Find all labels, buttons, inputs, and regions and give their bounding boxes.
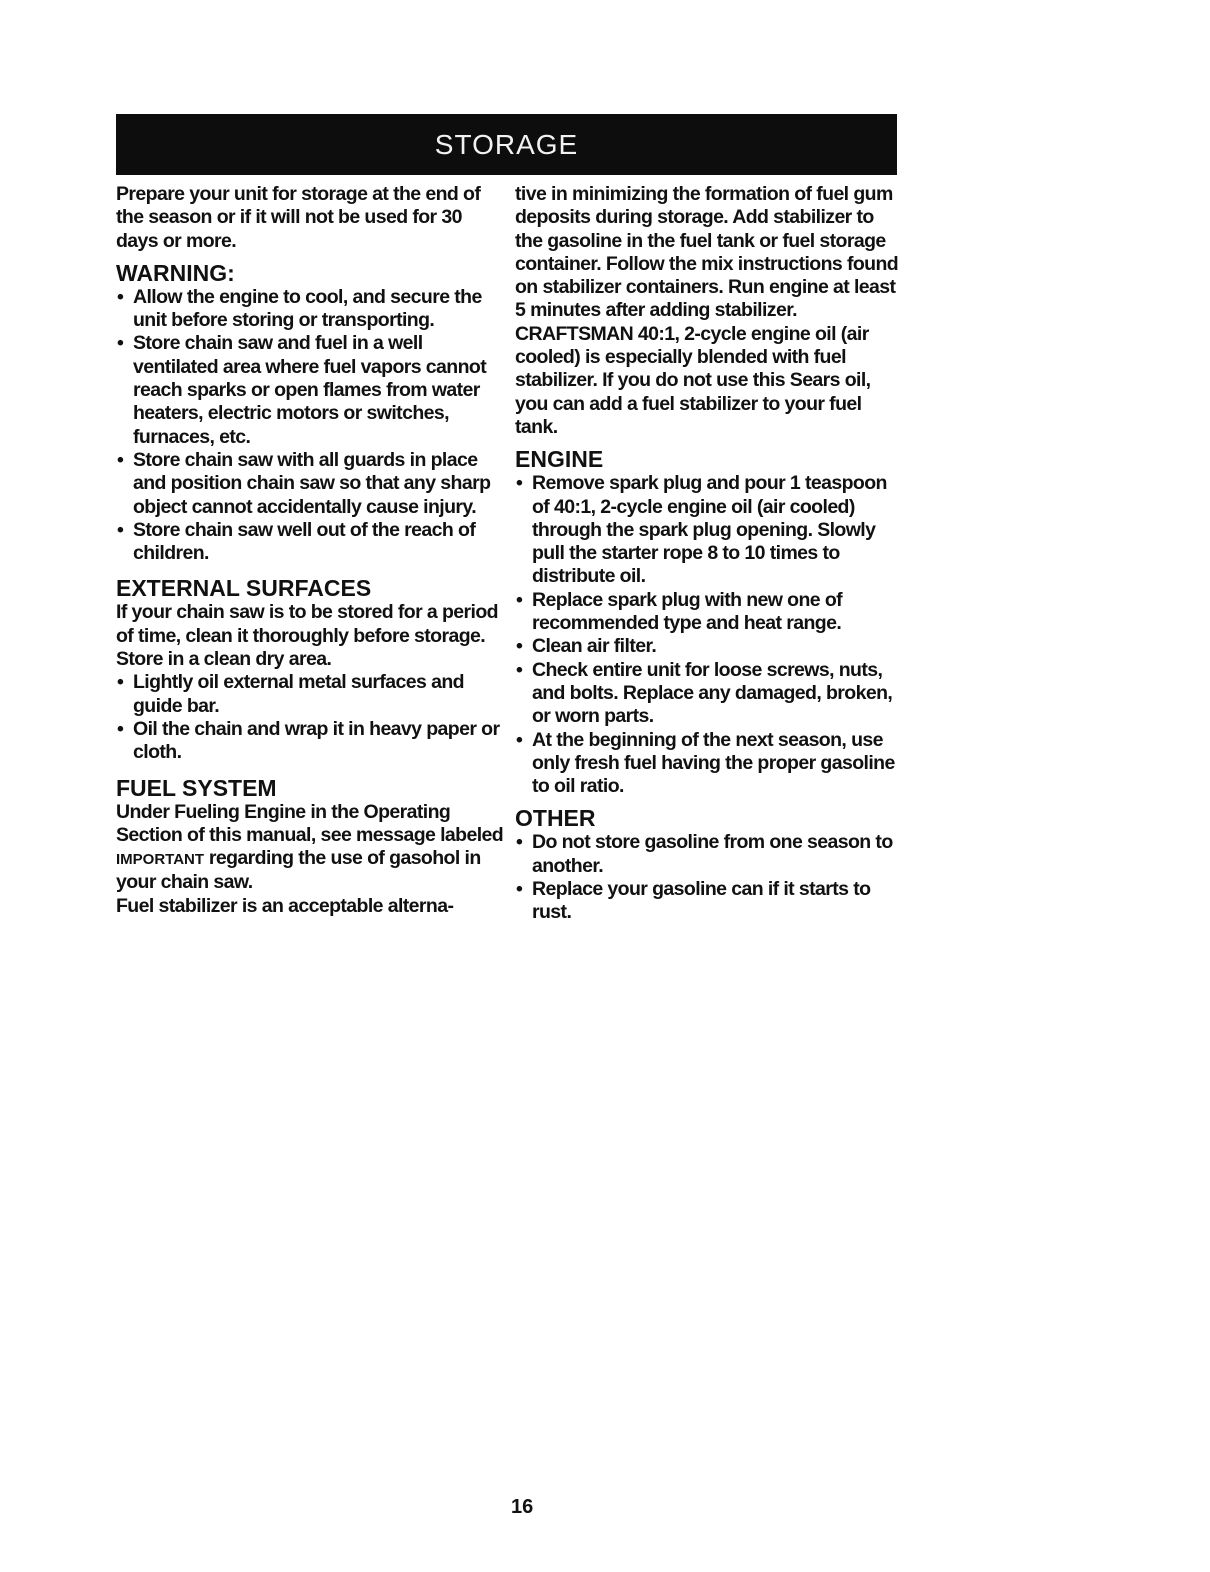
fuel-stabilizer-text: Fuel stabilizer is an acceptable alterna- <box>116 894 454 917</box>
fuel-system-text <box>116 801 506 895</box>
section-header-bar <box>116 114 897 175</box>
engine-item: • Clean air filter. <box>515 635 905 658</box>
fuel-system-heading: FUEL SYSTEM <box>116 774 277 801</box>
engine-item: • Remove spark plug and pour 1 teaspoon of 40:1, 2-cycle engine oil (air cooled) through the spark plug opening. Slowly pull the starter rope 8 to 10 times to distribute oil. <box>515 472 905 588</box>
external-surfaces-list <box>116 671 506 764</box>
warning-item: • Store chain saw and fuel in a well ventilated area where fuel vapors cannot reach sparks or open flames from water heaters, electric motors or switches, furnaces, etc. <box>116 332 506 448</box>
right-column <box>515 183 905 925</box>
external-item: • Lightly oil external metal surfaces and guide bar. <box>116 671 506 718</box>
other-item: • Do not store gasoline from one season to another. <box>515 831 905 878</box>
page-number: 16 <box>511 1496 534 1518</box>
fuel-continuation-text: tive in minimizing the formation of fuel gum deposits during storage. Add stabilizer to the gasoline in the fuel tank or fuel storage container. Follow the mix instructions found on stabilizer containers. Run engine at least 5 minutes after adding stabilizer. <box>515 183 899 322</box>
section-title: STORAGE <box>434 128 579 160</box>
fuel-text-part-1: Under Fueling Engine in the Operating Section of this manual, see message labeled <box>116 800 504 846</box>
intro-paragraph: Prepare your unit for storage at the end of the season or if it will not be used for 30 days or more. <box>116 183 481 252</box>
left-column <box>116 183 506 918</box>
other-heading: OTHER <box>515 805 596 832</box>
engine-item: • Replace spark plug with new one of recommended type and heat range. <box>515 589 905 636</box>
other-item: • Replace your gasoline can if it starts to rust. <box>515 878 905 925</box>
external-surfaces-text: If your chain saw is to be stored for a period of time, clean it thoroughly before storage. Store in a clean dry area. <box>116 601 498 671</box>
warning-item: • Store chain saw well out of the reach of children. <box>116 519 506 566</box>
engine-item: • At the beginning of the next season, use only fresh fuel having the proper gasoline to oil ratio. <box>515 729 905 799</box>
craftsman-oil-text: CRAFTSMAN 40:1, 2-cycle engine oil (air cooled) is especially blended with fuel stabilizer. If you do not use this Sears oil, you can add a fuel stabilizer to your fuel tank. <box>515 322 871 438</box>
warning-item: • Store chain saw with all guards in place and position chain saw so that any sharp object cannot accidentally cause injury. <box>116 449 506 519</box>
engine-heading: ENGINE <box>515 446 604 473</box>
warning-heading: WARNING: <box>116 259 235 286</box>
important-label: IMPORTANT <box>116 851 205 869</box>
external-surfaces-heading: EXTERNAL SURFACES <box>116 575 372 602</box>
fuel-text-part-2: regarding the use of gasohol in your chain saw. <box>116 847 481 894</box>
warning-list <box>116 286 506 566</box>
warning-item: • Allow the engine to cool, and secure the unit before storing or transporting. <box>116 286 506 333</box>
other-list <box>515 831 905 924</box>
engine-item: • Check entire unit for loose screws, nuts, and bolts. Replace any damaged, broken, or worn parts. <box>515 659 905 729</box>
engine-list <box>515 472 905 798</box>
external-item: • Oil the chain and wrap it in heavy paper or cloth. <box>116 718 506 765</box>
